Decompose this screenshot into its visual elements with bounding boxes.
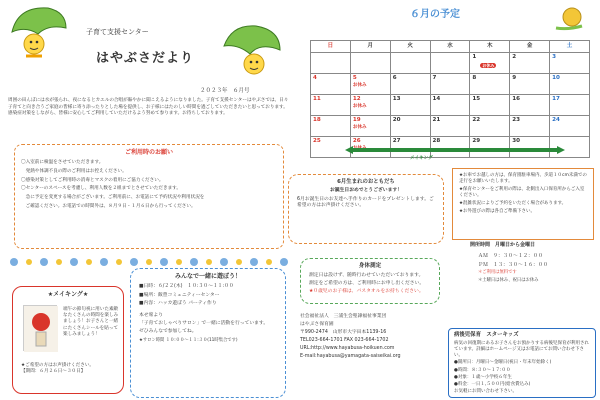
calendar-day: 23 (510, 116, 550, 137)
weekday-header: 土 (550, 41, 590, 53)
calendar-day: 26 (350, 137, 390, 158)
event-content-row: ■内容：ハッカ遊ぼう パーティ作り (139, 301, 217, 307)
birthday-box (288, 174, 444, 244)
holiday-tag: お休み (482, 63, 495, 68)
calendar-day: 1 お休み (470, 53, 510, 74)
calendar-day: 24 (550, 116, 590, 137)
notice-line: ★保育センターをご利用の際は、北側出入口保育所からご入室ください。 (459, 187, 585, 199)
calendar-day: 29 (470, 137, 510, 158)
usage-note-item: 〇入室前に検温をさせていただきます。 (21, 160, 104, 166)
calendar-day: 18 (311, 116, 351, 137)
starkids-hours: ●開所日：月曜日〜金曜日(祝日・年末年始除く) (454, 360, 552, 366)
organization-info (300, 314, 455, 394)
calendar-day: 30 (510, 137, 550, 158)
play-together-title: みんなで一緒に遊ぼう！ (174, 273, 241, 280)
closed-tag: お休み (352, 83, 367, 88)
calendar-day: 8 (470, 74, 510, 95)
usage-note-item: 発熱や体調不良の際のご利用はお控えください。 (21, 168, 127, 174)
calendar-day: 3 (550, 53, 590, 74)
org-url: URL:http://www.hayabusa-hoikuen.com (300, 345, 395, 351)
meiking-event-arrow (345, 146, 565, 154)
event-extra-4: ★サロン時間 １０:００〜１１:３０(11時集合です) (139, 337, 238, 343)
birthday-line2: 6月お誕生日のお友達へ手作りのカードをプレゼントします。ご希望の方はお声掛けください。 (297, 196, 434, 209)
starkids-box (448, 328, 596, 398)
usage-note-item: ご確認ください。お電話での時間外は、８月９日・１月６日から行ってください。 (21, 204, 196, 209)
meiking-event-label: メイキング (410, 156, 433, 161)
birthday-line1: お誕生日おめでとうございます！ (330, 188, 402, 194)
weekday-header: 日 (311, 41, 351, 53)
meiking-footer (21, 363, 119, 375)
calendar-day: 11 (311, 95, 351, 116)
weekday-header: 金 (510, 41, 550, 53)
org-line: はやぶさ保育園 (300, 321, 334, 327)
weekday-header: 木 (470, 41, 510, 53)
calendar-day (430, 53, 470, 74)
usage-notes-title: ご利用時のお願い (124, 149, 173, 156)
event-extra-1: 本せ席より (139, 312, 163, 318)
opening-hours (470, 242, 592, 328)
meiking-title: ★メイキング★ (47, 291, 89, 298)
starkids-contact: お気軽にお問い合わせ下さい。 (454, 388, 517, 394)
health-line: 測定日は設けず、随時行わせていただいております。 (309, 272, 424, 278)
health-line: 測定をご希望の方は、ご利用時にお申し出ください。 (309, 281, 425, 287)
weekday-header: 火 (390, 41, 430, 53)
meiking-photo (23, 305, 57, 351)
event-place-row: ■場所：飯豊コミュニティーセンター (139, 292, 220, 298)
meiking-note: ★ご希望の方はお声掛けください。 (21, 363, 95, 368)
weekday-header: 月 (350, 41, 390, 53)
arrow-icon (345, 146, 565, 154)
usage-note-item: 〇センターのスペースを考慮し、利用人数を２組までとさせていただきます。 (21, 186, 182, 192)
opening-hours-title: 開所時間 月曜日から金曜日 (470, 242, 536, 248)
hours-pm: ＰＭ １３：３０〜１６：００ (478, 261, 549, 268)
calendar-title: ６月の予定 (410, 9, 460, 20)
meiking-period: 【期間：６月２６日〜３０日】 (21, 369, 86, 375)
frog-umbrella-illustration (222, 22, 282, 82)
meiking-box (12, 286, 124, 394)
hours-am: ＡＭ ９：３０〜１２：００ (478, 252, 544, 259)
closed-tag: お休み (352, 125, 367, 130)
calendar-day: 25 (311, 137, 351, 158)
event-extra-2: 「子育ておしゃべりサロン」で一緒に活動を行っています。 (139, 320, 269, 326)
calendar-day: 7 (430, 74, 470, 95)
page-title: はやぶさだより (96, 51, 195, 66)
calendar-day: 19 お休み (350, 116, 390, 137)
calendar-day: 28 (430, 137, 470, 158)
calendar-day: 6 (390, 74, 430, 95)
notice-line: ★混雑状況によりご予約をいただく場合があります。 (459, 201, 567, 207)
daruma-icon (24, 306, 58, 352)
body-measurement-box (300, 258, 440, 304)
weekday-header: 水 (430, 41, 470, 53)
calendar-day: 20 (390, 116, 430, 137)
event-date-row: ■日時：６/２２(木) １０:３０〜１１:００ (139, 284, 234, 290)
org-line: 社会福祉法人 三浦生会聖隷福祉事業団 (300, 314, 387, 319)
starkids-time: ●時間：８:３０〜１７:００ (454, 367, 511, 373)
org-line: 〒990-2474 山形市大字田本1139-16 (300, 329, 387, 335)
calendar-day: 10 (550, 74, 590, 95)
calendar-day: 12 お休み (350, 95, 390, 116)
leaf-umbrella-illustration (8, 4, 70, 66)
usage-note-item: 急に予定を変更する場合がございます。ご利用前に、お電話にて予約状況や利用状況を (21, 195, 205, 201)
event-extra-3: ゼひみんなで参加してね。 (139, 329, 197, 335)
usage-notes-box (14, 144, 284, 249)
calendar-day: 5 お休み (350, 74, 390, 95)
calendar-day (311, 53, 351, 74)
snail-icon (552, 4, 586, 32)
hours-note: ＊ご利用は無料です (478, 270, 517, 276)
birthday-title: 6月生まれのおともだち (337, 179, 395, 185)
calendar-day: 13 (390, 95, 430, 116)
calendar-day: 17 (550, 95, 590, 116)
calendar-day: 14 (430, 95, 470, 116)
notice-line: ★お車でお越しの方は、保育園駐車場内、歩道１０cm未満での走行をお願いいたします。 (459, 173, 587, 185)
play-together-box (130, 268, 286, 398)
calendar-day (390, 53, 430, 74)
calendar-day: 16 (510, 95, 550, 116)
calendar-day: 4 (311, 74, 351, 95)
health-line: ★０歳児のお子様は、バスタオルをお持ちください。 (309, 289, 424, 295)
meiking-description: 端午の節句祝に用いた素敵なたくさんの時間を楽しみましょう！お子さんと一緒にたくさんシールを貼って楽しみましょう！ (63, 307, 119, 337)
closed-tag: お休み (352, 104, 367, 109)
calendar-day (350, 53, 390, 74)
header-subtitle: 子育て支援センター (86, 28, 149, 36)
notice-line: ★お外遊びの際は各自ご準備下さい。 (459, 209, 536, 215)
calendar-day: 27 (390, 137, 430, 158)
usage-note-item: 〇感染対策としてご利用時の消毒とマスクの着用にご協力ください。 (21, 177, 164, 183)
starkids-title: 病後児保育 スターキッズ (454, 332, 519, 338)
notices-box (452, 168, 594, 240)
starkids-target: ●対象：１歳〜小学校６年生 (454, 374, 512, 380)
calendar-day: 21 (430, 116, 470, 137)
calendar-day: 22 (470, 116, 510, 137)
starkids-fee: ●料金：一日１,５００円(給食費込み) (454, 381, 531, 387)
calendar-day: 2 (510, 53, 550, 74)
june-calendar (310, 40, 590, 158)
calendar-day: 9 (510, 74, 550, 95)
starkids-desc: 病気の回復期にあるお子さんをお預かりする病後児保育が利用されています。詳細はホームページ又はお電話にてお問い合わせ下さい。 (454, 341, 589, 359)
hours-note: ＊土曜日は休み、祝日はお休み (478, 278, 539, 284)
body-measurement-title: 身体測定 (358, 263, 382, 269)
org-email: E-mail:hayabusa@yamagata-saiseikai.org (300, 353, 401, 359)
calendar-day: 15 (470, 95, 510, 116)
intro-text: 周囲の田んぼには水が張られ、夜になるとカエルの合唱が賑やかに聞こえるようになりました。子育て支援センターはやぶさでは、日々子育てと向き合うご家庭の皆様に寄り添ったりとした場を提供し、お子様にはたのしい時間を過ごしていただきたいと思っております。感染症対策をしながら、皆様に安心してご利用していただけるよう努めて参ります。お待ちしております。 (8, 98, 289, 117)
issue-date: ２０２３年 ６月号 (200, 88, 250, 94)
org-line: TEL023-664-1701 FAX 023-664-1702 (300, 337, 389, 343)
